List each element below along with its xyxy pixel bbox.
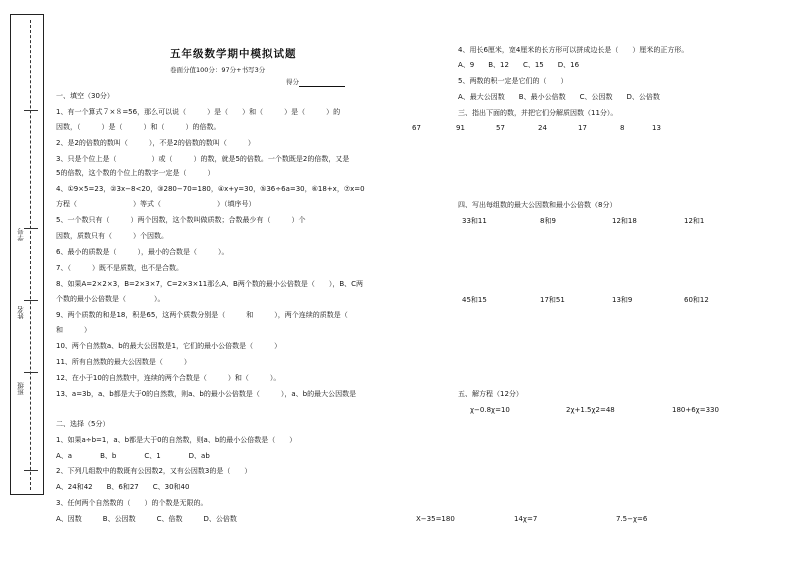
- equation-item: 14χ=7: [514, 515, 538, 523]
- number-item: 91: [456, 124, 465, 132]
- number-item: 8: [620, 124, 625, 132]
- question-13: 13、a=3b，a、b都是大于0的自然数，则a、b的最小公倍数是（ ），a、b的最大公因数是: [56, 390, 357, 398]
- question-3-line-2: 5的倍数，这个数的个位上的数字一定是（ ）: [56, 169, 215, 177]
- choice-3: 3、任何两个自然数的（ ）的个数是无限的。: [56, 499, 208, 507]
- binding-frame: [10, 14, 44, 495]
- question-8-line-1: 8、如果A=2×2×3，B=2×3×7，C=2×3×11那么A、B两个数的最小公倍数是（ ），B、C两: [56, 280, 364, 288]
- question-12: 12、在小于10的自然数中，连续的两个合数是（ ）和（ ）。: [56, 374, 281, 382]
- binding-tick: [24, 372, 38, 373]
- choice-2: 2、下列几组数中的数既有公因数2，又有公因数3的是（ ）: [56, 467, 252, 475]
- question-1-line-1: 1、有一个算式７×８=56，那么可以说（ ）是（ ）和（ ）是（ ）的: [56, 108, 341, 116]
- number-item: 13: [652, 124, 661, 132]
- choice-1-options: A、a B、b C、1 D、ab: [56, 452, 210, 460]
- equation-item: 180+6χ=330: [672, 406, 719, 414]
- score-field: [286, 78, 345, 87]
- binding-number-label: 学号: [17, 228, 25, 241]
- question-3-line-1: 3、只是个位上是（ ）或（ ）的数，就是5的倍数。一个数既是2的倍数，又是: [56, 155, 350, 163]
- binding-tick: [24, 470, 38, 471]
- binding-name-label: 姓名: [17, 306, 25, 319]
- question-8-line-2: 个数的最小公倍数是（ ）。: [56, 295, 165, 303]
- equation-item: X−35=180: [416, 515, 455, 523]
- section-3-heading: 三、指出下面的数，并把它们分解质因数（11分）。: [458, 109, 618, 117]
- exam-subtitle: 卷面分值100分：97分+书写3分: [170, 66, 266, 74]
- equation-item: χ−0.8χ=10: [470, 406, 510, 414]
- exam-title: 五年级数学期中模拟试题: [170, 48, 297, 60]
- score-label: 得分: [286, 78, 299, 86]
- choice-1: 1、如果a÷b=1，a、b都是大于0的自然数，则a、b的最小公倍数是（ ）: [56, 436, 297, 444]
- choice-5-options: A、最大公因数 B、最小公倍数 C、公因数 D、公倍数: [458, 93, 660, 101]
- binding-dashed-line: [30, 20, 31, 490]
- question-11: 11、所有自然数的最大公因数是（ ）: [56, 358, 191, 366]
- binding-tick: [24, 300, 38, 301]
- number-item: 57: [496, 124, 505, 132]
- equation-item: 7.5−χ=6: [616, 515, 648, 523]
- pair-item: 33和11: [462, 217, 487, 225]
- number-item: 24: [538, 124, 547, 132]
- choice-2-options: A、24和42 B、6和27 C、30和40: [56, 483, 190, 491]
- question-9-line-2: 和 ）: [56, 326, 91, 334]
- pair-item: 12和1: [684, 217, 705, 225]
- score-blank: [299, 78, 345, 87]
- number-item: 67: [412, 124, 421, 132]
- question-1-line-2: 因数，（ ）是（ ）和（ ）的倍数。: [56, 123, 221, 131]
- number-item: 17: [578, 124, 587, 132]
- pair-item: 8和9: [540, 217, 556, 225]
- section-5-heading: 五、解方程（12分）: [458, 390, 523, 398]
- question-4-line-2: 方程（ ）等式（ ）（填序号）: [56, 200, 256, 208]
- binding-tick: [24, 110, 38, 111]
- question-9-line-1: 9、两个质数的和是18，积是65，这两个质数分别是（ 和 ），两个连续的质数是（: [56, 311, 362, 319]
- question-6: 6、最小的质数是（ ），最小的合数是（ ）。: [56, 248, 229, 256]
- question-7: 7、（ ）既不是质数，也不是合数。: [56, 264, 183, 272]
- question-5-line-1: 5、一个数只有（ ）两个因数，这个数叫做质数；合数最少有（ ）个: [56, 216, 306, 224]
- equation-item: 2χ+1.5χ2=48: [566, 406, 615, 414]
- pair-item: 13和9: [612, 296, 633, 304]
- pair-item: 45和15: [462, 296, 487, 304]
- pair-item: 60和12: [684, 296, 709, 304]
- pair-item: 17和51: [540, 296, 565, 304]
- binding-tick: [24, 228, 38, 229]
- question-5-line-2: 因数，质数只有（ ）个因数。: [56, 232, 168, 240]
- section-4-heading: 四、写出每组数的最大公因数和最小公倍数（8分）: [458, 201, 617, 209]
- choice-4-options: A、9 B、12 C、15 D、16: [458, 61, 580, 69]
- binding-class-label: 班级: [17, 382, 25, 395]
- question-10: 10、两个自然数a、b的最大公因数是1，它们的最小公倍数是（ ）: [56, 342, 282, 350]
- question-4-line-1: 4、①9×5=23，②3x−8<20，③280−70=180，④x+y=30，⑤36÷6a=30，⑥18+x，⑦x=0: [56, 185, 365, 193]
- pair-item: 12和18: [612, 217, 637, 225]
- choice-3-options: A、因数 B、公因数 C、倍数 D、公倍数: [56, 515, 237, 523]
- section-2-heading: 二、选择（5分）: [56, 420, 110, 428]
- section-1-heading: 一、填空（30分）: [56, 92, 114, 100]
- choice-5: 5、两数的积一定是它们的（ ）: [458, 77, 568, 85]
- question-2: 2、是2的倍数的数叫（ ），不是2的倍数的数叫（ ）: [56, 139, 255, 147]
- choice-4: 4、用长6厘米，宽4厘米的长方形可以拼成边长是（ ）厘米的正方形。: [458, 46, 689, 54]
